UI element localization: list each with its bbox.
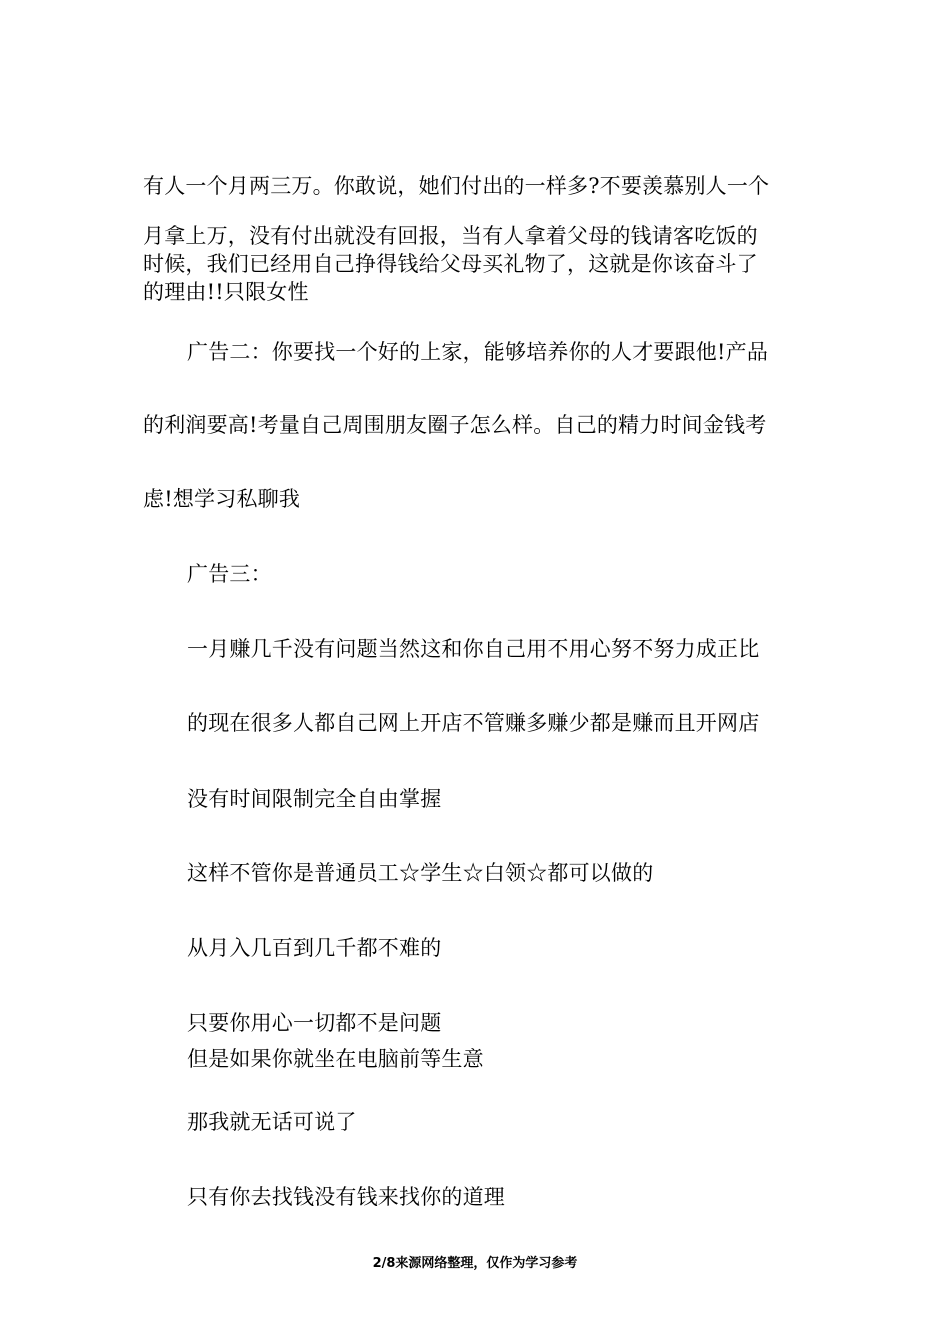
paragraph-line: 但是如果你就坐在电脑前等生意 <box>187 1047 484 1071</box>
paragraph-line: 从月入几百到几千都不难的 <box>187 936 442 960</box>
paragraph-line: 的理由!!只限女性 <box>143 280 309 304</box>
paragraph-line: 广告二：你要找一个好的上家，能够培养你的人才要跟他!产品 <box>187 340 769 364</box>
paragraph-line: 时候，我们已经用自己挣得钱给父母买礼物了，这就是你该奋斗了 <box>143 252 758 276</box>
paragraph-line: 没有时间限制完全自由掌握 <box>187 787 442 811</box>
paragraph-line: 的现在很多人都自己网上开店不管赚多赚少都是赚而且开网店 <box>187 711 760 735</box>
paragraph-line: 月拿上万，没有付出就没有回报，当有人拿着父母的钱请客吃饭的 <box>143 224 758 248</box>
section-heading: 广告三： <box>187 562 272 586</box>
paragraph-line: 那我就无话可说了 <box>187 1110 357 1134</box>
paragraph-line: 有人一个月两三万。你敢说，她们付出的一样多?不要羡慕别人一个 <box>143 174 770 198</box>
page-footer: 2/8来源网络整理，仅作为学习参考 <box>372 1256 578 1271</box>
paragraph-line: 一月赚几千没有问题当然这和你自己用不用心努不努力成正比 <box>187 637 760 661</box>
paragraph-line: 虑!想学习私聊我 <box>143 487 301 511</box>
paragraph-line: 的利润要高!考量自己周围朋友圈子怎么样。自己的精力时间金钱考 <box>143 413 767 437</box>
paragraph-line: 这样不管你是普通员工☆学生☆白领☆都可以做的 <box>187 861 654 885</box>
paragraph-line: 只有你去找钱没有钱来找你的道理 <box>187 1185 505 1209</box>
paragraph-line: 只要你用心一切都不是问题 <box>187 1011 442 1035</box>
